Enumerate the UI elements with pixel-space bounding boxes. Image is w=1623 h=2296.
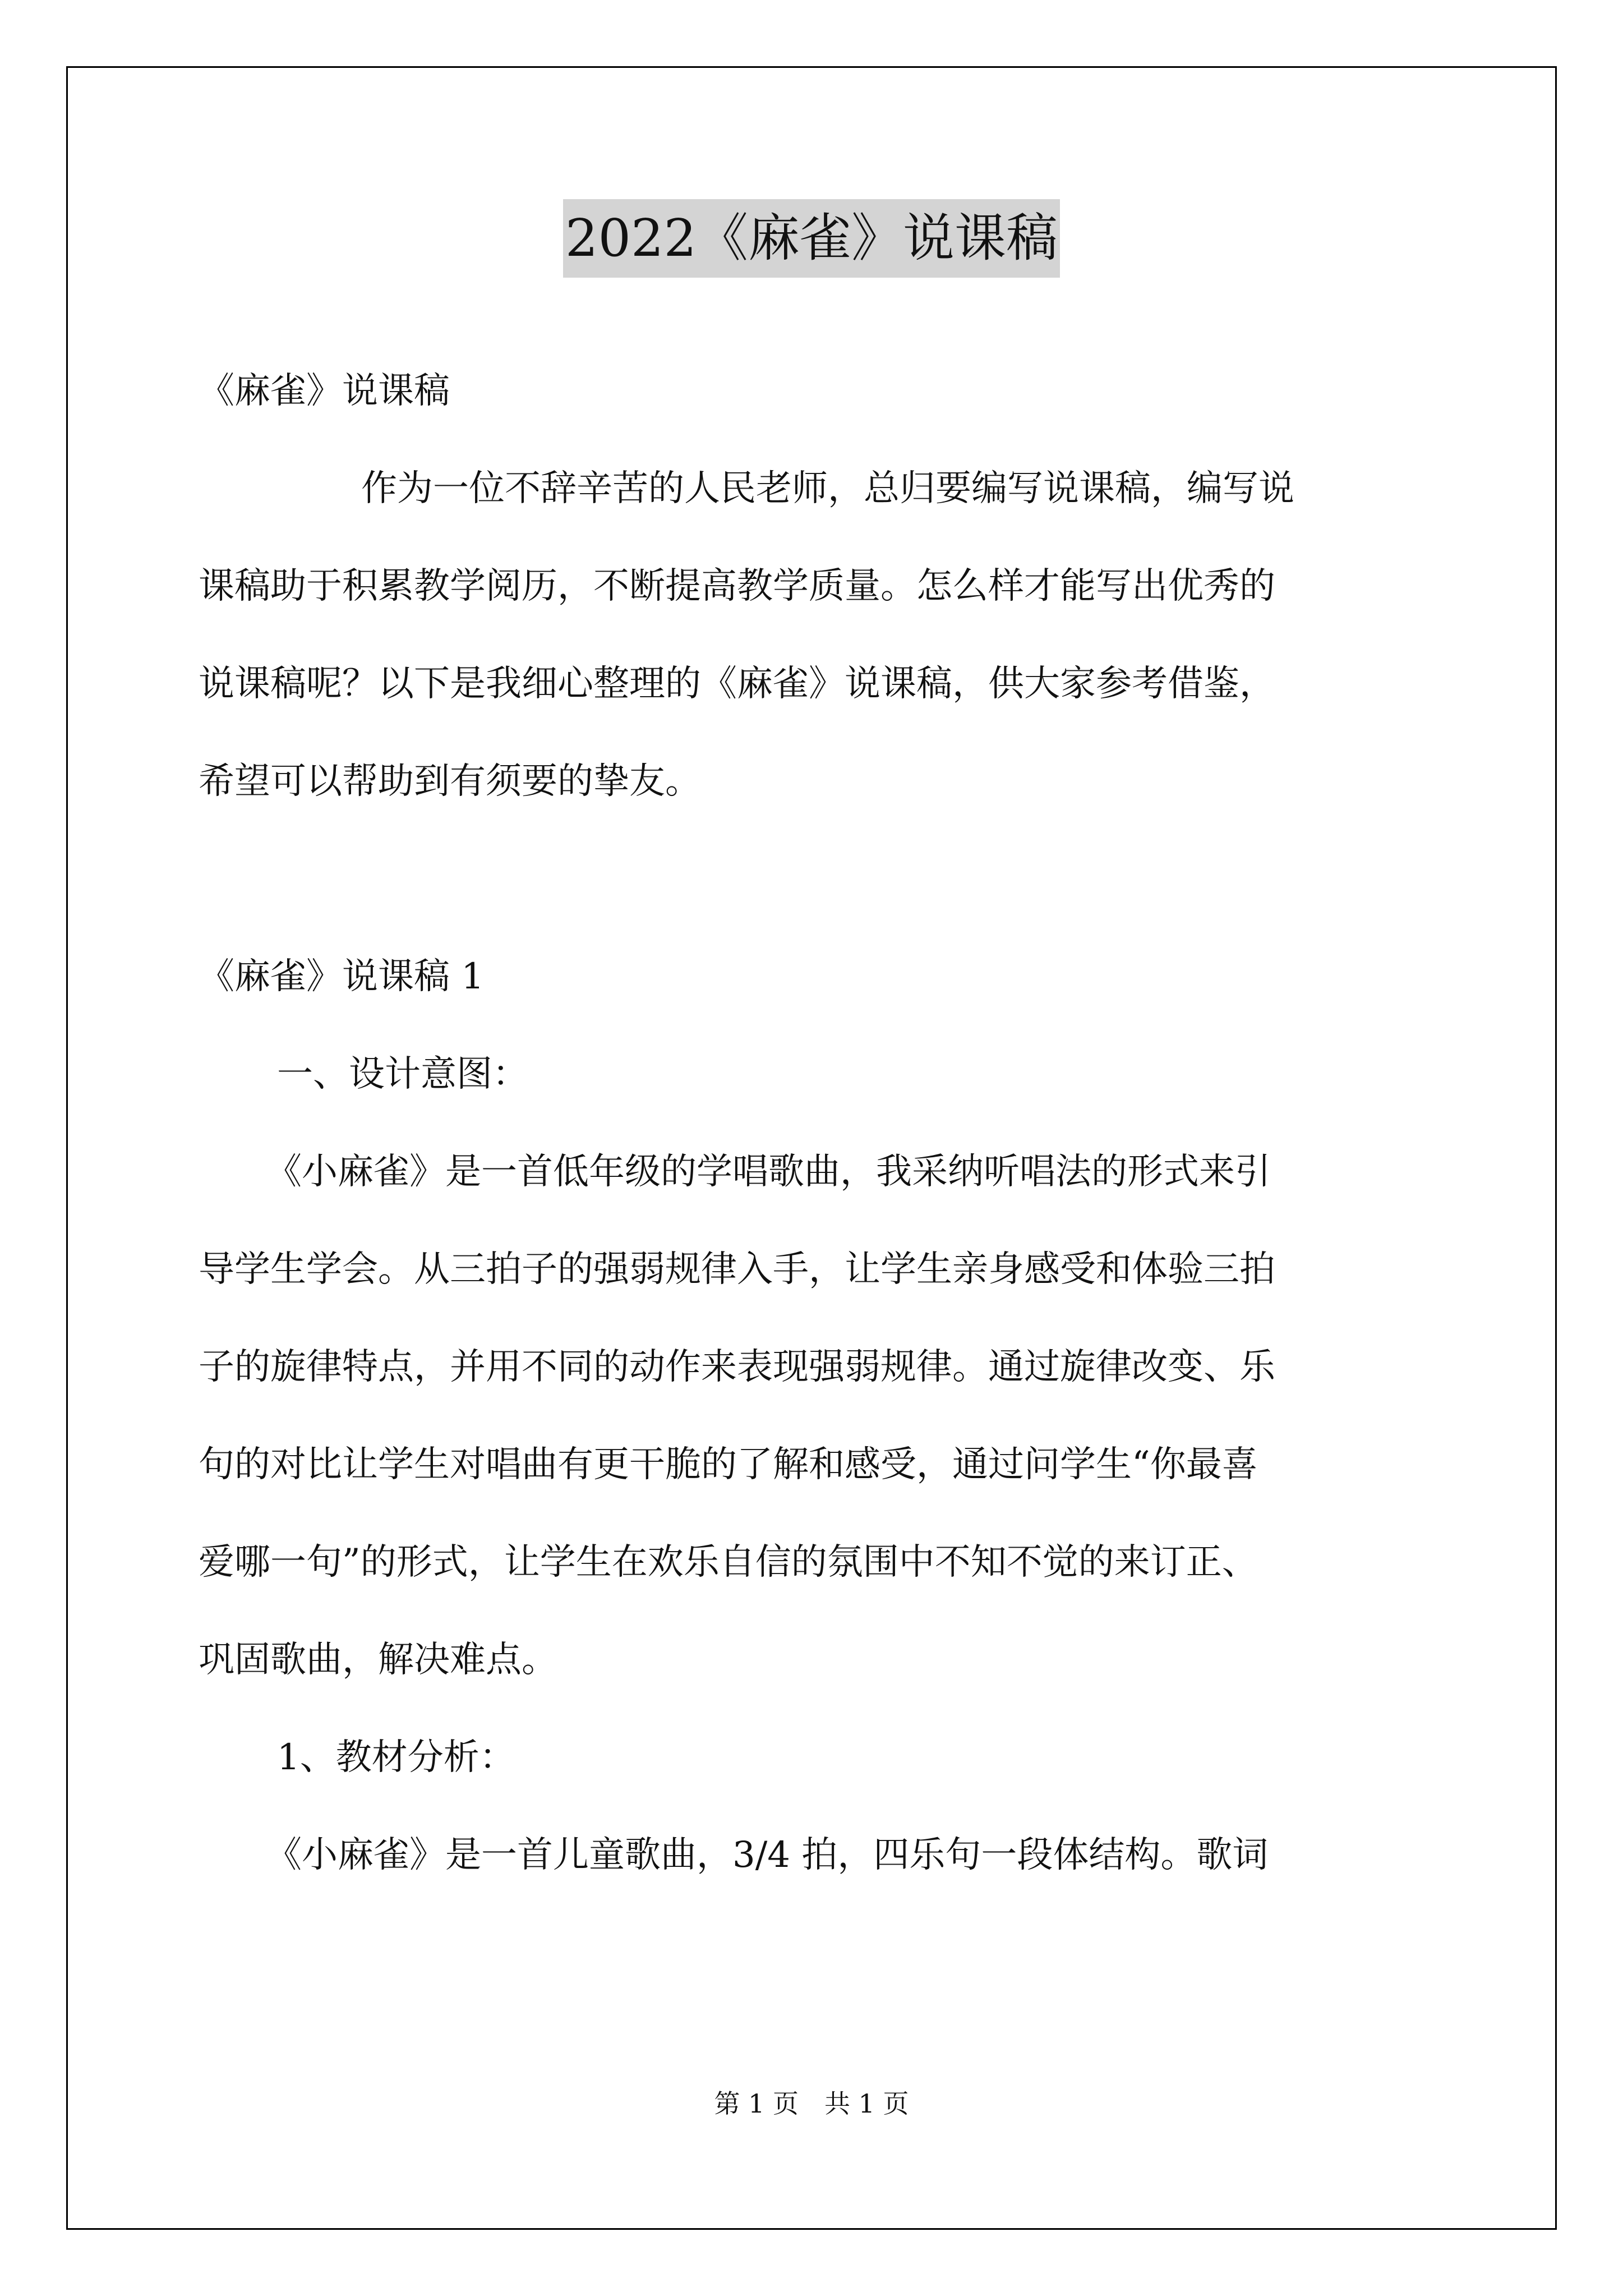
paragraph-line: 希望可以帮助到有须要的挚友。 bbox=[199, 761, 701, 802]
section-heading: 《麻雀》说课稿 1 bbox=[199, 956, 485, 997]
paragraph-line: 作为一位不辞辛苦的人民老师，总归要编写说课稿，编写说 bbox=[361, 468, 1294, 509]
paragraph-line: 课稿助于积累教学阅历，不断提高教学质量。怎么样才能写出优秀的 bbox=[199, 565, 1275, 607]
paragraph-line: 句的对比让学生对唱曲有更干脆的了解和感受，通过问学生“你最喜 bbox=[199, 1444, 1258, 1485]
paragraph-line: 子的旋律特点，并用不同的动作来表现强弱规律。通过旋律改变、乐 bbox=[199, 1346, 1275, 1388]
paragraph-line: 爱哪一句”的形式，让学生在欢乐自信的氛围中不知不觉的来订正、 bbox=[199, 1542, 1258, 1583]
paragraph-line: 《小麻雀》是一首低年级的学唱歌曲，我采纳听唱法的形式来引 bbox=[266, 1151, 1271, 1193]
paragraph-line: 《小麻雀》是一首儿童歌曲，3/4 拍，四乐句一段体结构。歌词 bbox=[266, 1834, 1269, 1876]
subsection-heading: 一、设计意图： bbox=[277, 1053, 528, 1095]
subtitle-line: 《麻雀》说课稿 bbox=[199, 370, 450, 412]
document-title-wrapper bbox=[0, 199, 1623, 278]
paragraph-line: 导学生学会。从三拍子的强弱规律入手，让学生亲身感受和体验三拍 bbox=[199, 1249, 1275, 1290]
document-title: 2022《麻雀》说课稿 bbox=[563, 199, 1060, 278]
spacer bbox=[199, 830, 1432, 928]
page-footer: 第 1 页 共 1 页 bbox=[714, 2088, 909, 2119]
paragraph-line: 巩固歌曲，解决难点。 bbox=[199, 1639, 557, 1681]
document-body bbox=[199, 342, 1432, 1904]
subsection-heading: 1、教材分析： bbox=[277, 1737, 515, 1778]
paragraph-line: 说课稿呢？以下是我细心整理的《麻雀》说课稿，供大家参考借鉴， bbox=[199, 663, 1275, 705]
